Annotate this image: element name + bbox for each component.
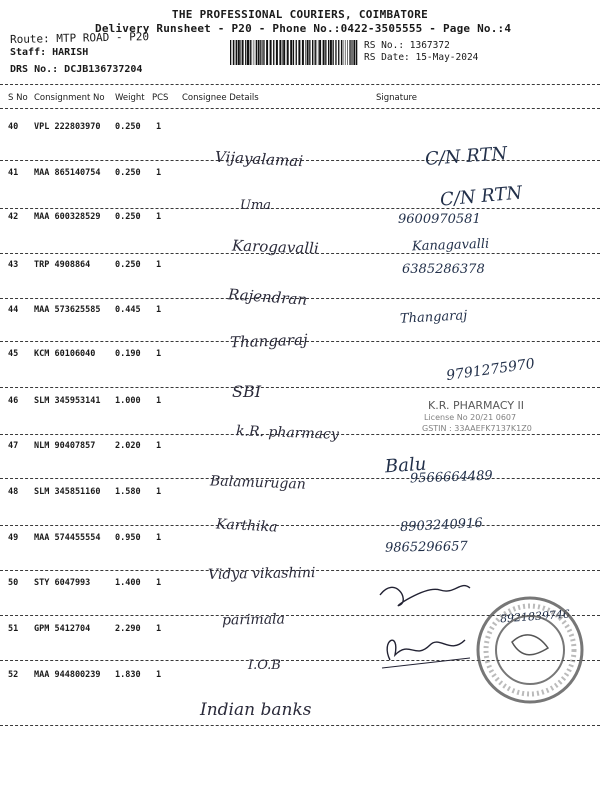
handwritten-name: SBI <box>232 382 262 401</box>
signature-text: Thangaraj <box>399 308 468 327</box>
barcode-bar <box>330 40 332 65</box>
barcode-bar <box>335 40 336 65</box>
barcode-bar <box>352 40 353 65</box>
row-consignment-no: MAA 865140754 <box>34 168 101 178</box>
row-pcs: 1 <box>156 168 162 178</box>
barcode-bar <box>323 40 325 65</box>
runsheet-title: THE PROFESSIONAL COURIERS, COIMBATORE <box>171 8 429 21</box>
signature-text: Balu <box>384 453 427 478</box>
barcode-bar <box>242 40 244 65</box>
row-sno: 46 <box>8 396 19 406</box>
row-weight: 0.190 <box>115 349 141 359</box>
row-consignment-no: GPM 5412704 <box>34 624 91 634</box>
row-weight: 1.000 <box>115 396 141 406</box>
row-sno: 47 <box>8 441 19 451</box>
row-weight: 0.250 <box>115 260 141 270</box>
row-divider <box>0 387 600 388</box>
barcode-bar <box>290 40 292 65</box>
barcode-bar <box>349 40 350 65</box>
row-weight: 2.290 <box>115 624 141 634</box>
col-sno: S No <box>8 93 28 103</box>
col-signature: Signature <box>376 93 418 103</box>
barcode-bar <box>302 40 304 65</box>
row-sno: 52 <box>8 670 19 680</box>
barcode-bar <box>270 40 272 65</box>
barcode-bar <box>263 40 264 65</box>
barcode-bar <box>236 40 237 65</box>
row-weight: 2.020 <box>115 441 141 451</box>
barcode-bar <box>273 40 274 65</box>
row-divider <box>0 208 600 209</box>
barcode-bar <box>305 40 306 65</box>
row-pcs: 1 <box>156 122 162 132</box>
barcode-bar <box>254 40 255 65</box>
handwritten-name: Thangaraj <box>229 330 308 352</box>
barcode-bar <box>238 40 240 65</box>
row-weight: 0.445 <box>115 305 141 315</box>
row-consignment-no: MAA 600328529 <box>34 212 101 222</box>
handwritten-name: I.O.B <box>248 658 281 673</box>
pharmacy-stamp <box>410 396 560 456</box>
row-weight: 1.580 <box>115 487 141 497</box>
signature-text: Kanagavalli <box>411 236 490 255</box>
handwritten-name: Uma <box>240 198 272 213</box>
stamp-gstin: GSTIN : 33AAEFK7137K1Z0 <box>422 424 532 433</box>
barcode-bar <box>315 40 316 65</box>
barcode-bar <box>319 40 321 65</box>
signature-text: 9865296657 <box>384 539 468 556</box>
row-sno: 43 <box>8 260 19 270</box>
signature-text: 9791275970 <box>445 355 536 385</box>
handwritten-name: Vidya vikashini <box>207 565 316 583</box>
col-consignment: Consignment No <box>34 93 105 103</box>
drs-number: DRS No.: DCJB136737204 <box>10 64 143 75</box>
row-pcs: 1 <box>156 260 162 270</box>
barcode-bar <box>328 40 329 65</box>
barcode-bar <box>343 40 344 65</box>
row-sno: 48 <box>8 487 19 497</box>
barcode-bar <box>240 40 241 65</box>
row-pcs: 1 <box>156 396 162 406</box>
barcode-bar <box>350 40 351 65</box>
row-consignment-no: KCM 60106040 <box>34 349 96 359</box>
barcode-bar <box>283 40 285 65</box>
barcode-bar <box>250 40 251 65</box>
row-sno: 40 <box>8 122 19 132</box>
barcode-bar <box>230 40 231 65</box>
row-pcs: 1 <box>156 624 162 634</box>
barcode-bar <box>235 40 236 65</box>
col-consignee: Consignee Details <box>182 93 259 103</box>
barcode-bar <box>276 40 278 65</box>
barcode-bar <box>262 40 263 65</box>
row-weight: 1.830 <box>115 670 141 680</box>
row-pcs: 1 <box>156 578 162 588</box>
handwritten-name: Balamurugan <box>209 473 307 493</box>
row-pcs: 1 <box>156 670 162 680</box>
stamp-license: License No 20/21 0607 <box>424 413 517 422</box>
row-sno: 50 <box>8 578 19 588</box>
handwritten-name: parimala <box>221 611 286 629</box>
staff-label: Staff: HARISH <box>10 47 89 58</box>
row-weight: 1.400 <box>115 578 141 588</box>
divider <box>0 725 600 726</box>
row-consignment-no: MAA 573625585 <box>34 305 101 315</box>
row-consignment-no: STY 6047993 <box>34 578 91 588</box>
handwritten-name: Indian banks <box>200 700 312 720</box>
handwritten-name: Karthika <box>215 516 278 536</box>
row-consignment-no: SLM 345851160 <box>34 487 101 497</box>
barcode-bar <box>338 40 339 65</box>
row-consignment-no: TRP 4908864 <box>34 260 91 270</box>
row-consignment-no: SLM 345953141 <box>34 396 101 406</box>
barcode <box>230 40 358 65</box>
signature-text: 6385286378 <box>402 262 485 277</box>
barcode-bar <box>353 40 355 65</box>
signature-text: 9600970581 <box>398 212 481 227</box>
barcode-bar <box>333 40 334 65</box>
barcode-bar <box>287 40 289 65</box>
row-pcs: 1 <box>156 533 162 543</box>
barcode-bar <box>307 40 309 65</box>
barcode-bar <box>325 40 326 65</box>
row-divider <box>0 525 600 526</box>
barcode-bar <box>266 40 268 65</box>
row-sno: 45 <box>8 349 19 359</box>
signature-text: 8903240916 <box>399 515 484 536</box>
row-pcs: 1 <box>156 212 162 222</box>
barcode-bar <box>314 40 315 65</box>
row-consignment-no: NLM 90407857 <box>34 441 96 451</box>
handwritten-name: Vijayalamai <box>214 147 304 171</box>
signature-text: 9566664489 <box>409 468 493 487</box>
rs-number: RS No.: 1367372 <box>364 40 450 51</box>
handwritten-name: k.R. pharmacy <box>235 423 340 443</box>
stamp-title: K.R. PHARMACY II <box>428 399 525 412</box>
barcode-bar <box>309 40 310 65</box>
row-consignment-no: MAA 574455554 <box>34 533 101 543</box>
signature-text: C/N RTN <box>439 182 524 211</box>
handwritten-name: Karogavalli <box>231 236 320 258</box>
signature-text: 8921839746 <box>499 607 571 626</box>
divider <box>0 108 600 109</box>
col-weight: Weight <box>115 93 145 103</box>
row-pcs: 1 <box>156 305 162 315</box>
barcode-bar <box>293 40 294 65</box>
barcode-bar <box>256 40 257 65</box>
barcode-bar <box>296 40 297 65</box>
row-sno: 41 <box>8 168 19 178</box>
barcode-bar <box>298 40 300 65</box>
barcode-bar <box>312 40 313 65</box>
barcode-bar <box>258 40 260 65</box>
row-sno: 51 <box>8 624 19 634</box>
barcode-bar <box>245 40 246 65</box>
row-pcs: 1 <box>156 487 162 497</box>
row-pcs: 1 <box>156 349 162 359</box>
row-sno: 44 <box>8 305 19 315</box>
barcode-bar <box>356 40 357 65</box>
row-consignment-no: VPL 222803970 <box>34 122 101 132</box>
barcode-bar <box>341 40 342 65</box>
barcode-bar <box>345 40 346 65</box>
row-sno: 42 <box>8 212 19 222</box>
barcode-bar <box>233 40 234 65</box>
signature-text: C/N RTN <box>424 143 508 170</box>
signature-scribble <box>370 560 480 680</box>
row-pcs: 1 <box>156 441 162 451</box>
row-weight: 0.250 <box>115 168 141 178</box>
barcode-bar <box>279 40 281 65</box>
row-consignment-no: MAA 944800239 <box>34 670 101 680</box>
col-pcs: PCS <box>152 93 169 103</box>
row-weight: 0.950 <box>115 533 141 543</box>
barcode-bar <box>318 40 319 65</box>
barcode-bar <box>247 40 249 65</box>
barcode-bar <box>282 40 283 65</box>
runsheet-subtitle: Delivery Runsheet - P20 - Phone No.:0422-3505555 - Page No.:4 <box>95 22 512 35</box>
row-weight: 0.250 <box>115 212 141 222</box>
barcode-bar <box>252 40 253 65</box>
barcode-bar <box>347 40 348 65</box>
row-sno: 49 <box>8 533 19 543</box>
rs-date: RS Date: 15-May-2024 <box>364 52 479 63</box>
handwritten-name: Rajendran <box>227 285 308 309</box>
route-label: Route: MTP ROAD - P20 <box>9 30 150 46</box>
barcode-bar <box>260 40 261 65</box>
row-weight: 0.250 <box>115 122 141 132</box>
divider <box>0 84 600 85</box>
round-seal <box>470 590 590 710</box>
